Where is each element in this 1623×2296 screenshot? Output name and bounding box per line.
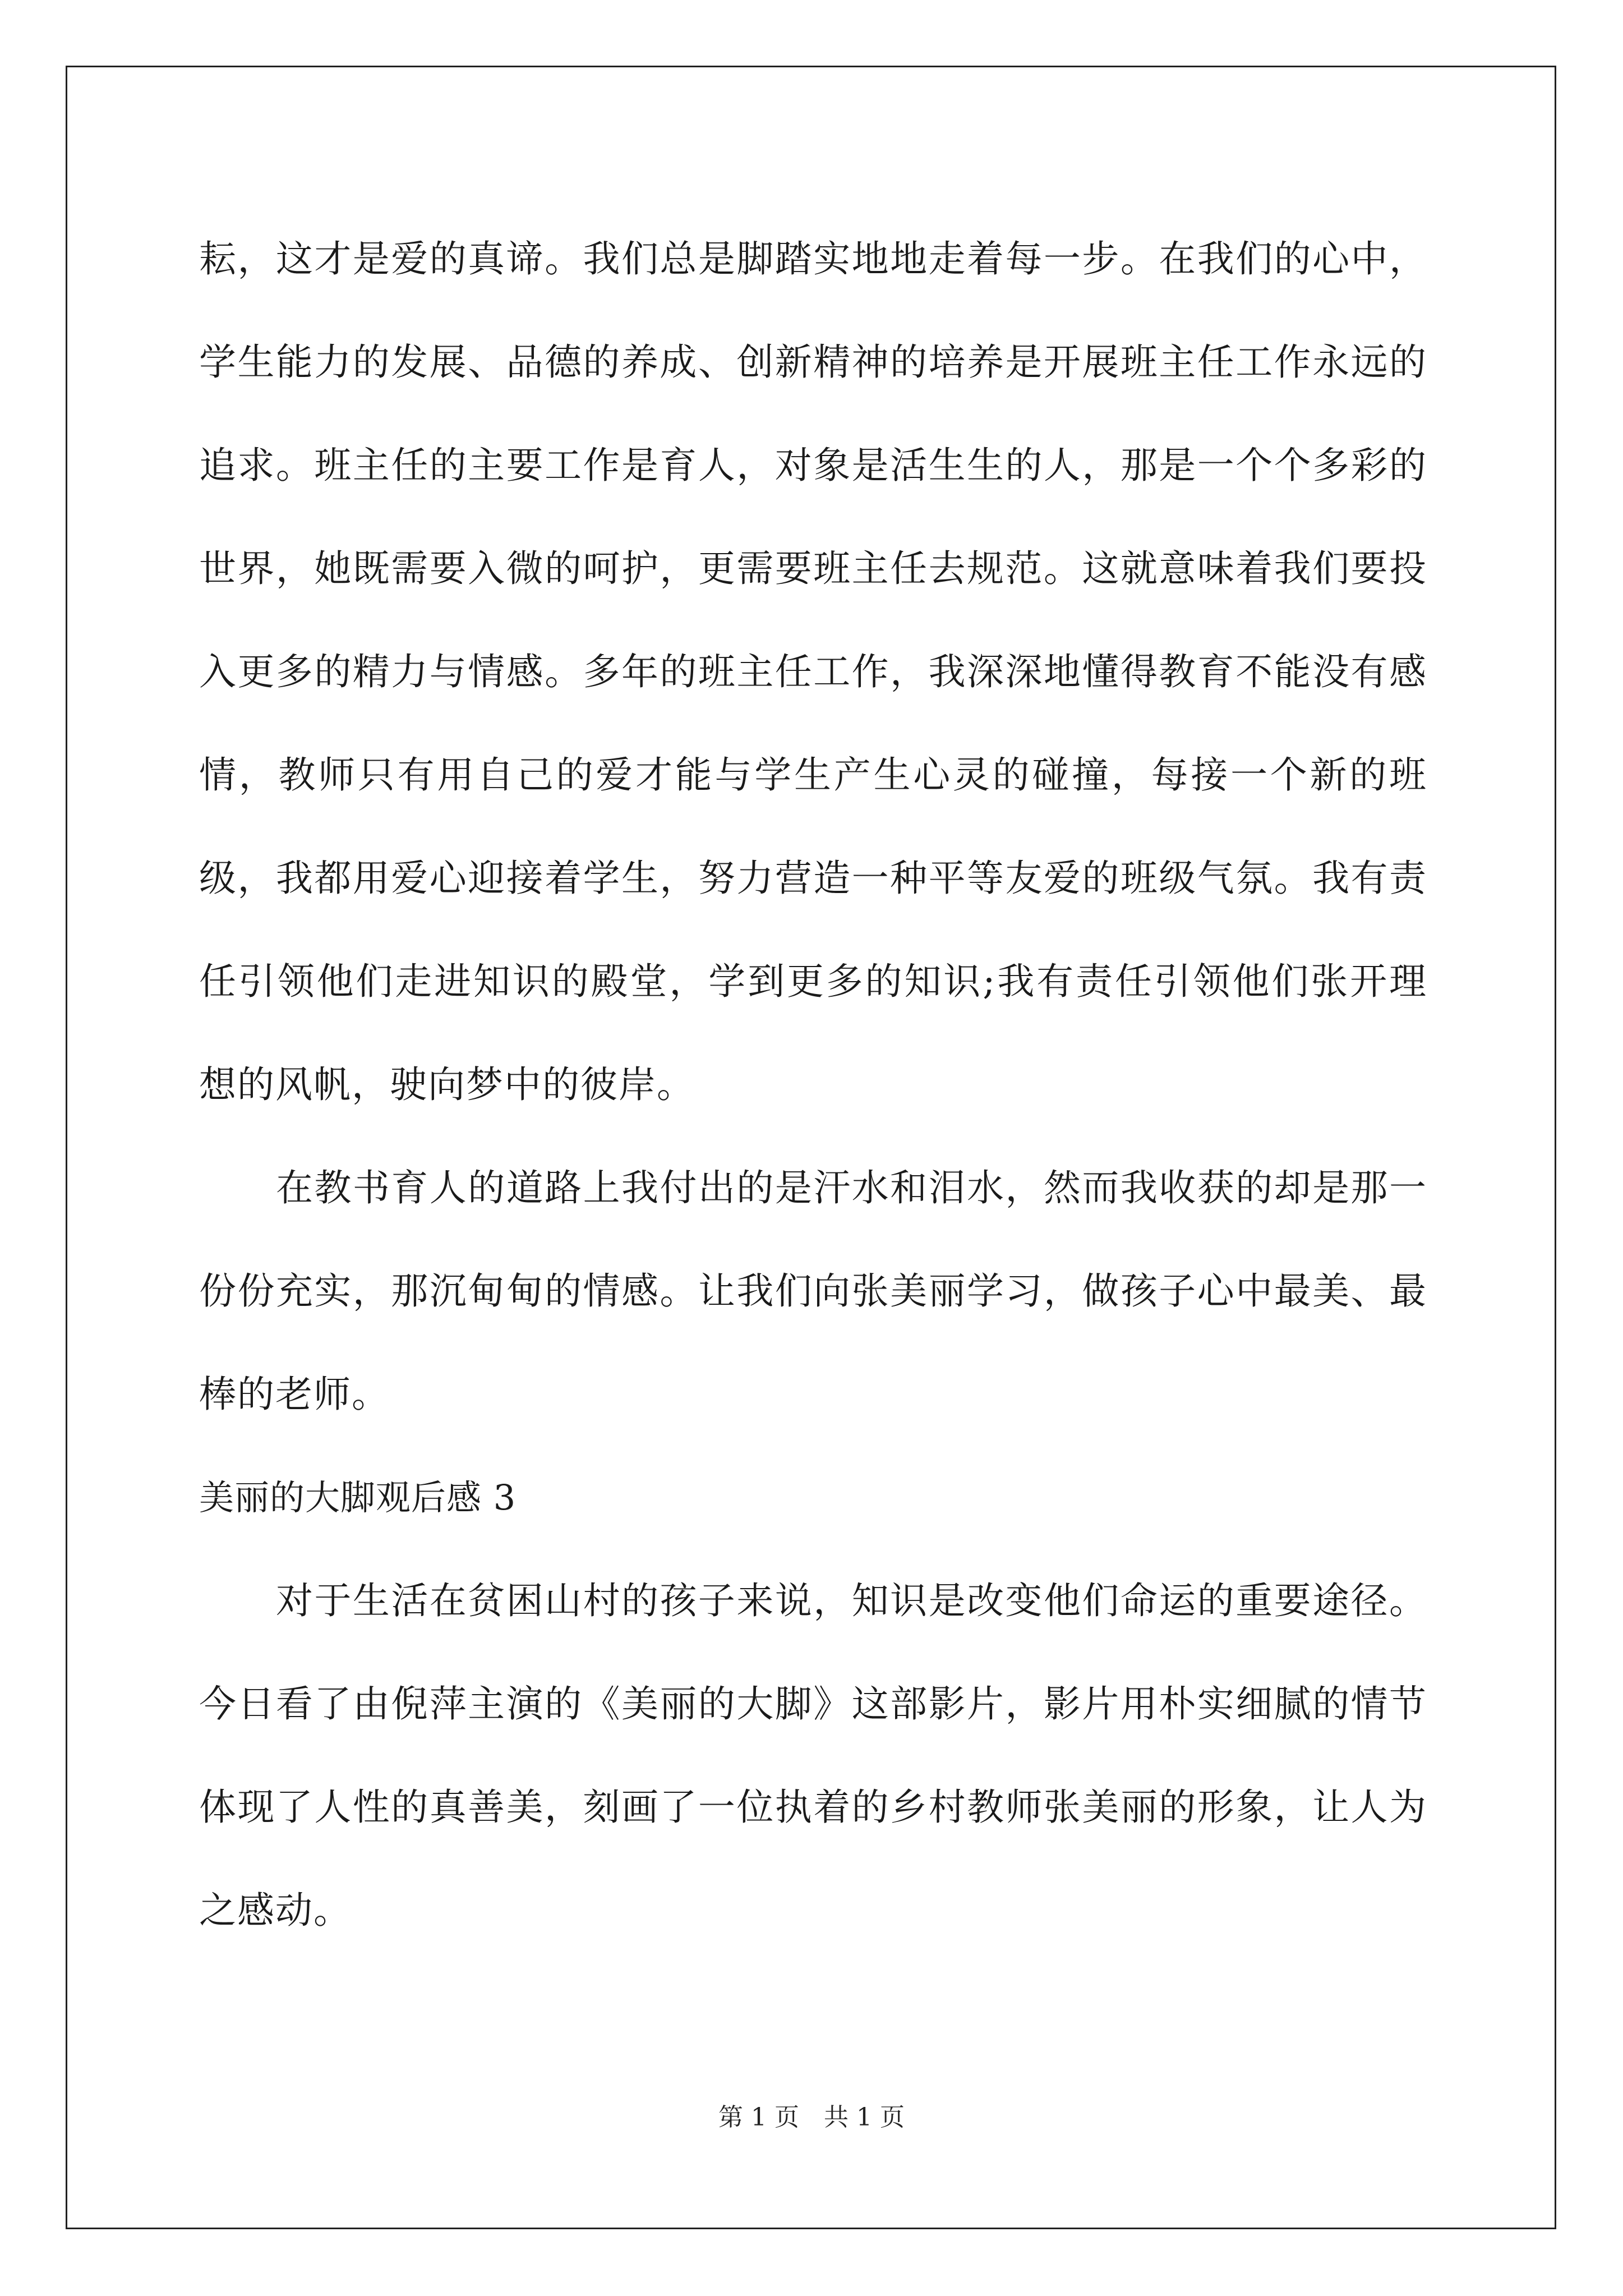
body-paragraph-closing: 在教书育人的道路上我付出的是汗水和泪水，然而我收获的却是那一份份充实，那沉甸甸的情感。让我们向张美丽学习，做孩子心中最美、最棒的老师。: [199, 1166, 1427, 1416]
page-number-footer: 第 1 页 共 1 页: [718, 2103, 905, 2132]
document-body: [199, 208, 1427, 1962]
body-paragraph-continued: 耘，这才是爱的真谛。我们总是脚踏实地地走着每一步。在我们的心中，学生能力的发展、品德的养成、创新精神的培养是开展班主任工作永远的追求。班主任的主要工作是育人，对象是活生生的人，那是一个个多彩的世界，她既需要入微的呵护，更需要班主任去规范。这就意味着我们要投入更多的精力与情感。多年的班主任工作，我深深地懂得教育不能没有感情，教师只有用自己的爱才能与学生产生心灵的碰撞，每接一个新的班级，我都用爱心迎接着学生，努力营造一种平等友爱的班级气氛。我有责任引领他们走进知识的殿堂，学到更多的知识;我有责任引领他们张开理想的风帆，驶向梦中的彼岸。: [199, 237, 1427, 1106]
section-paragraph: 对于生活在贫困山村的孩子来说，知识是改变他们命运的重要途径。今日看了由倪萍主演的《美丽的大脚》这部影片，影片用朴实细腻的情节体现了人性的真善美，刻画了一位执着的乡村教师张美丽的形象，让人为之感动。: [199, 1579, 1427, 1932]
section-title: 美丽的大脚观后感 3: [199, 1477, 517, 1518]
